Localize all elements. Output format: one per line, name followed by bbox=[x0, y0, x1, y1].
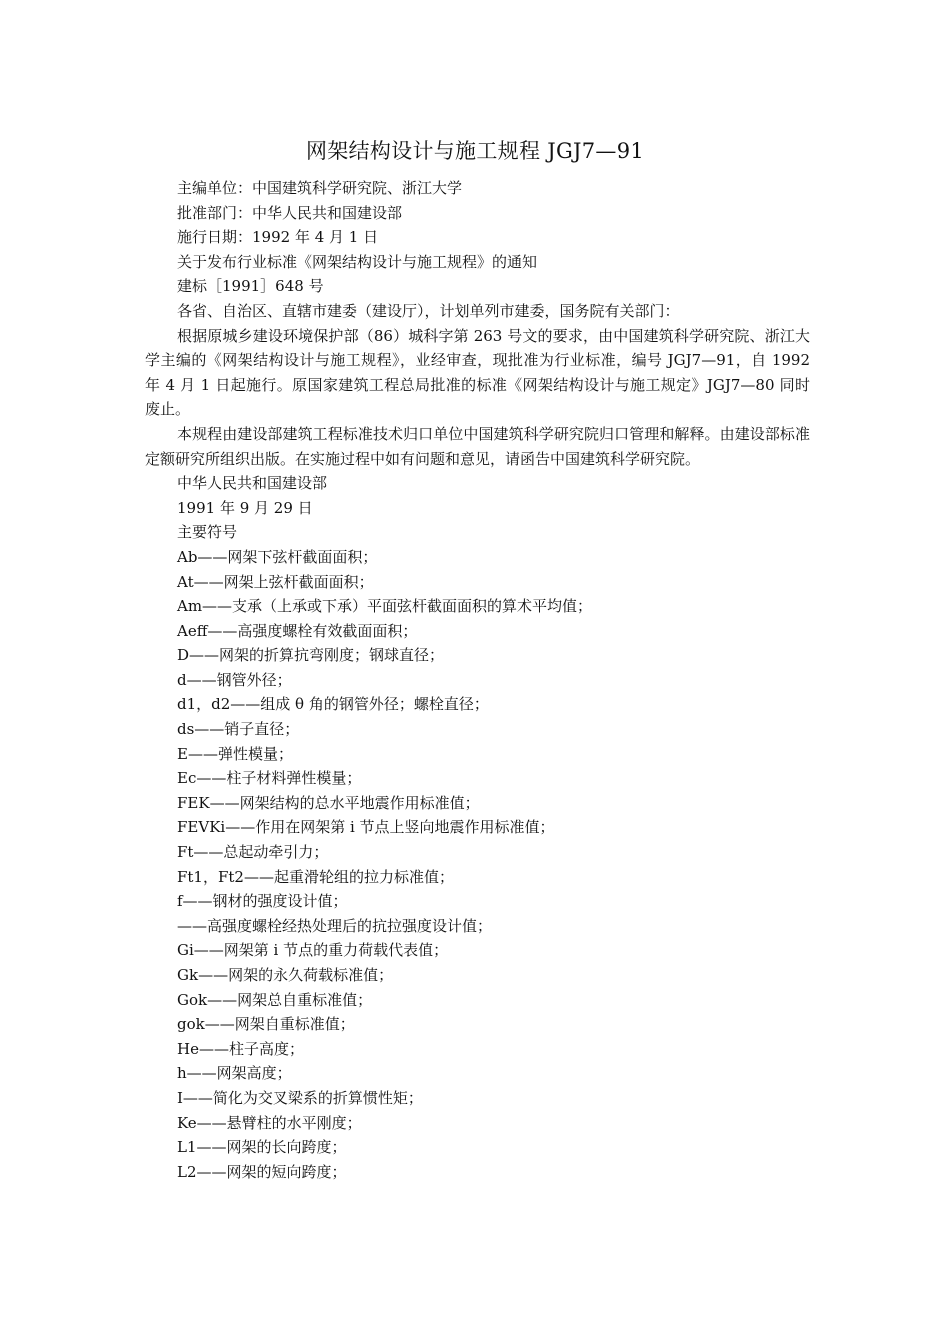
addressee-line: 各省、自治区、直辖市建委（建设厅），计划单列市建委，国务院有关部门： bbox=[177, 301, 680, 320]
approving-dept-line: 批准部门：中华人民共和国建设部 bbox=[177, 203, 403, 222]
symbol-item: Ft1，Ft2——起重滑轮组的拉力标准值； bbox=[177, 867, 454, 886]
symbol-item: Ec——柱子材料弹性模量； bbox=[177, 769, 362, 788]
symbol-item: Am——支承（上承或下承）平面弦杆截面面积的算术平均值； bbox=[177, 597, 593, 616]
symbols-list bbox=[145, 545, 810, 1184]
notice-paragraph-management: 本规程由建设部建筑工程标准技术归口单位中国建筑科学研究院归口管理和解释。由建设部标准定额研究所组织出版。在实施过程中如有问题和意见，请函告中国建筑科学研究院。 bbox=[145, 424, 810, 468]
document-body bbox=[145, 176, 810, 1184]
symbol-item: f——钢材的强度设计值； bbox=[177, 892, 348, 911]
signature-date: 1991 年 9 月 29 日 bbox=[177, 498, 313, 517]
symbol-item: FEK——网架结构的总水平地震作用标准值； bbox=[177, 793, 480, 812]
symbol-item: FEVKi——作用在网架第 i 节点上竖向地震作用标准值； bbox=[177, 818, 555, 837]
document-number-line: 建标［1991］648 号 bbox=[177, 277, 324, 296]
symbol-item: Aeff——高强度螺栓有效截面面积； bbox=[177, 621, 418, 640]
symbol-item: ——高强度螺栓经热处理后的抗拉强度设计值； bbox=[177, 916, 493, 935]
symbol-item: d——钢管外径； bbox=[177, 670, 292, 689]
symbol-item: E——弹性模量； bbox=[177, 744, 293, 763]
document-title: 网架结构设计与施工规程 JGJ7—91 bbox=[305, 139, 645, 163]
symbol-item: ds——销子直径； bbox=[177, 720, 300, 739]
symbol-item: L2——网架的短向跨度； bbox=[177, 1162, 347, 1181]
symbol-item: Ab——网架下弦杆截面面积； bbox=[177, 547, 378, 566]
effective-date-line: 施行日期：1992 年 4 月 1 日 bbox=[177, 228, 379, 247]
symbol-item: d1，d2——组成 θ 角的钢管外径；螺栓直径； bbox=[177, 695, 489, 714]
symbol-item: gok——网架自重标准值； bbox=[177, 1015, 355, 1034]
symbol-item: Gk——网架的永久荷载标准值； bbox=[177, 966, 394, 984]
symbol-item: At——网架上弦杆截面面积； bbox=[177, 572, 374, 591]
chief-editor-line: 主编单位：中国建筑科学研究院、浙江大学 bbox=[177, 179, 463, 197]
notice-paragraph-approval: 根据原城乡建设环境保护部（86）城科字第 263 号文的要求，由中国建筑科学研究院、浙江大学主编的《网架结构设计与施工规程》，业经审查，现批准为行业标准，编号 JGJ7—91，自 1992 年 4 月 1 日起施行。原国家建筑工程总局批准的标准《网架结构设计与施工规定》JGJ7—80 同时废止。 bbox=[145, 326, 810, 419]
symbol-item: Ft——总起动牵引力； bbox=[177, 843, 329, 862]
notice-title-line: 关于发布行业标准《网架结构设计与施工规程》的通知 bbox=[177, 252, 538, 271]
symbol-item: I——简化为交叉梁系的折算惯性矩； bbox=[177, 1088, 423, 1107]
symbol-item: Ke——悬臂柱的水平刚度； bbox=[177, 1113, 362, 1132]
symbol-item: Gok——网架总自重标准值； bbox=[177, 990, 373, 1009]
signature-org: 中华人民共和国建设部 bbox=[177, 474, 328, 493]
symbol-item: D——网架的折算抗弯刚度；钢球直径； bbox=[177, 646, 445, 665]
symbols-heading: 主要符号 bbox=[177, 523, 238, 542]
symbol-item: L1——网架的长向跨度； bbox=[177, 1138, 347, 1157]
symbol-item: He——柱子高度； bbox=[177, 1039, 304, 1058]
symbol-item: Gi——网架第 i 节点的重力荷载代表值； bbox=[177, 941, 449, 960]
symbol-item: h——网架高度； bbox=[177, 1064, 292, 1083]
